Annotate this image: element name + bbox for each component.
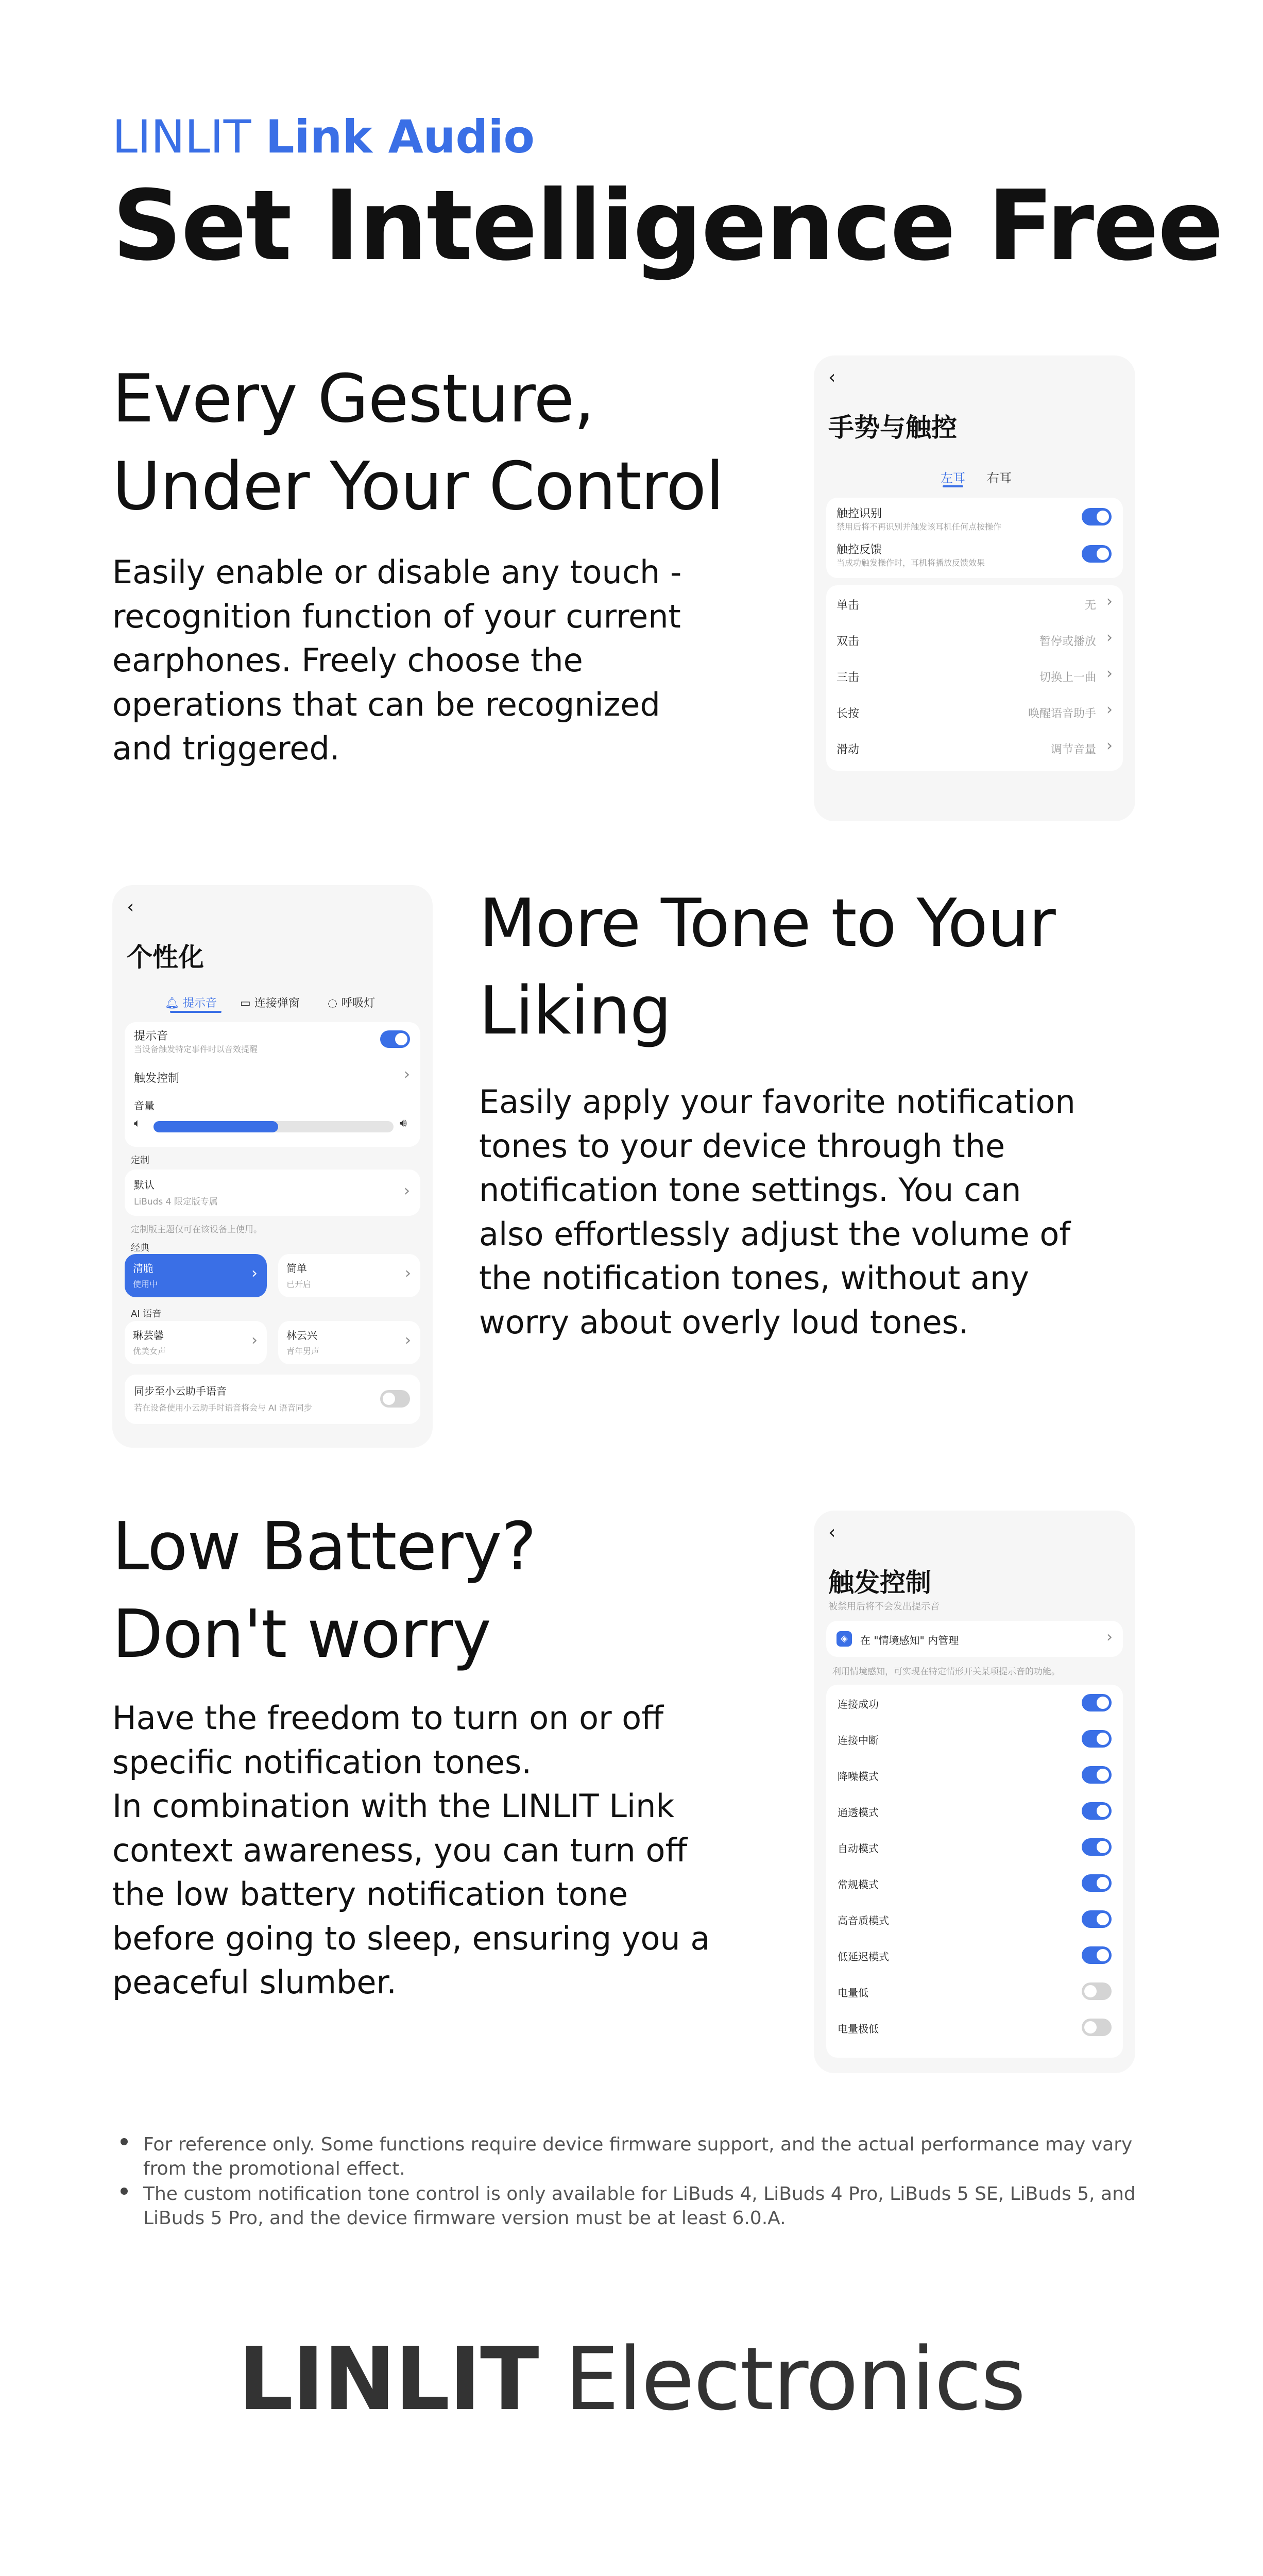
toggle-switch[interactable] (1082, 1910, 1112, 1928)
row-value: 暂停或播放 (1039, 635, 1096, 648)
tab-right-ear[interactable]: 右耳 (987, 471, 1012, 485)
voice-desc: 青年男声 (286, 1346, 320, 1356)
toggle-row-low-latency (826, 1937, 1123, 1973)
product-name: Link Audio (265, 110, 535, 163)
section2-title: More Tone to Your Liking (479, 885, 1055, 1050)
volume-fill (153, 1121, 278, 1132)
section3-body: Have the freedom to turn on or off specific notification tones. In combination with the LINLIT Link context awareness, you can turn off the low battery notification tone before going to sleep, ensuring you a peaceful slumber. (112, 1699, 710, 2002)
tone-desc: 当设备触发特定事件时以音效提醒 (134, 1044, 258, 1054)
tab-label: 呼吸灯 (341, 997, 376, 1010)
row-label: 双击 (837, 635, 860, 648)
toggle-label: 通透模式 (838, 1806, 879, 1819)
touch-feedback-desc: 当成功触发操作时，耳机将播放反馈效果 (837, 558, 985, 568)
ai-voice-female[interactable] (125, 1321, 267, 1364)
toggle-label: 连接中断 (838, 1734, 879, 1747)
chevron-right-icon: › (251, 1331, 258, 1349)
ai-voice-male[interactable] (278, 1321, 420, 1364)
touch-recognition-toggle[interactable] (1082, 508, 1112, 526)
gesture-row-long-press[interactable] (826, 693, 1123, 730)
personalization-screen (112, 885, 433, 1448)
custom-section-label: 定制 (131, 1155, 149, 1166)
toggle-switch[interactable] (1082, 1946, 1112, 1964)
toggle-switch[interactable] (1082, 1802, 1112, 1820)
chevron-right-icon: › (1106, 701, 1113, 719)
section2-body: Easily apply your favorite notification tones to your device through the notification tone settings. You can also effortlessly adjust the volume of the notification tones, without any worry about overly loud tones. (479, 1083, 1076, 1341)
toggle-row-transparency (826, 1793, 1123, 1829)
toggle-switch[interactable] (1082, 1874, 1112, 1892)
custom-tone-item[interactable] (125, 1170, 420, 1216)
toggle-row-auto (826, 1829, 1123, 1865)
back-icon[interactable]: ‹ (127, 896, 134, 918)
screen-title: 触发控制 (828, 1568, 931, 1598)
tone-toggles-card (826, 1685, 1123, 2058)
footer-brand-name: LINLIT (238, 2329, 538, 2430)
section3-title: Low Battery? Don't worry (112, 1509, 536, 1673)
tab-notification-tone[interactable] (165, 994, 217, 1010)
footer-brand-suffix: Electronics (565, 2329, 1025, 2430)
volume-low-icon: 🔈︎ (134, 1117, 141, 1130)
touch-feedback-toggle[interactable] (1082, 545, 1112, 563)
chevron-right-icon: › (1106, 1628, 1113, 1646)
toggle-label: 电量极低 (838, 2023, 879, 2035)
back-icon[interactable]: ‹ (828, 1522, 836, 1543)
voice-desc: 优美女声 (133, 1346, 166, 1356)
tab-label: 提示音 (182, 997, 217, 1010)
context-awareness-label: 在 "情境感知" 内管理 (860, 1634, 959, 1647)
brand-name: LINLIT (112, 110, 251, 163)
chevron-right-icon: › (1106, 629, 1113, 647)
row-label: 单击 (837, 599, 860, 612)
toggle-switch[interactable] (1082, 1730, 1112, 1748)
toggle-row-disconnected (826, 1721, 1123, 1757)
brand-line (112, 110, 535, 163)
toggle-label: 高音质模式 (838, 1914, 889, 1927)
footnote-2: The custom notification tone control is only available for LiBuds 4, LiBuds 4 Pro, LiBuds 5 SE, LiBuds 5, and LiBuds 5 Pro, and the device firmware version must be at least 6.0.A. (143, 2183, 1136, 2229)
popup-icon: ▭ (240, 997, 251, 1010)
page-title: Set Intelligence Free (112, 170, 1223, 282)
toggle-label: 降噪模式 (838, 1770, 879, 1783)
touch-recognition-label: 触控识别 (837, 507, 882, 520)
chevron-right-icon: › (404, 1065, 410, 1083)
toggle-switch[interactable] (1082, 2019, 1112, 2036)
back-icon[interactable]: ‹ (828, 367, 836, 388)
toggle-switch[interactable] (1082, 1766, 1112, 1784)
sync-toggle[interactable] (380, 1390, 410, 1408)
toggle-switch[interactable] (1082, 1838, 1112, 1856)
custom-tone-desc: LiBuds 4 限定版专属 (134, 1197, 218, 1207)
toggle-label: 电量低 (838, 1987, 868, 1999)
tab-left-ear[interactable]: 左耳 (941, 471, 965, 485)
toggle-row-battery-critical (826, 2009, 1123, 2045)
trigger-control-screen (814, 1511, 1135, 2073)
bell-icon: 🔔︎ (165, 997, 179, 1010)
ai-voice-section-label: AI 语音 (131, 1309, 162, 1319)
row-value: 唤醒语音助手 (1028, 707, 1096, 720)
toggle-switch[interactable] (1082, 1694, 1112, 1711)
context-awareness-icon: ◈ (837, 1631, 852, 1647)
screen-title: 个性化 (127, 942, 204, 972)
tone-name: 简单 (286, 1262, 307, 1275)
footer-brand (0, 2329, 1263, 2430)
toggle-row-connected (826, 1685, 1123, 1721)
tone-toggle[interactable] (380, 1030, 410, 1048)
toggle-label: 低延迟模式 (838, 1951, 889, 1963)
custom-hint: 定制版主题仅可在该设备上使用。 (131, 1225, 262, 1235)
chevron-right-icon: › (405, 1264, 411, 1282)
trigger-control-label: 触发控制 (134, 1072, 180, 1085)
tone-settings-card (125, 1022, 420, 1147)
classic-tone-simple[interactable] (278, 1254, 420, 1297)
section1-body: Easily enable or disable any touch - recognition function of your current earphones. Freely choose the operations that can be recognized and triggered. (112, 553, 682, 768)
chevron-right-icon: › (404, 1182, 410, 1200)
tab-connection-popup[interactable] (240, 994, 300, 1010)
voice-name: 琳芸馨 (133, 1329, 164, 1342)
sync-desc: 若在设备使用小云助手时语音将会与 AI 语音同步 (134, 1403, 312, 1413)
tone-status: 使用中 (133, 1279, 158, 1289)
toggle-row-hifi (826, 1901, 1123, 1937)
sync-assistant-card (125, 1375, 420, 1424)
touch-toggles-card (826, 498, 1123, 578)
trigger-control-row[interactable] (125, 1061, 420, 1092)
toggle-switch[interactable] (1082, 1982, 1112, 2000)
chevron-right-icon: › (405, 1331, 411, 1349)
custom-tone-label: 默认 (134, 1179, 155, 1191)
gesture-row-triple-tap[interactable] (826, 657, 1123, 693)
gesture-row-single-tap[interactable] (826, 585, 1123, 621)
toggle-row-anc (826, 1757, 1123, 1793)
toggle-label: 常规模式 (838, 1878, 879, 1891)
chevron-right-icon: › (1106, 592, 1113, 611)
classic-section-label: 经典 (131, 1243, 149, 1253)
row-value: 切换上一曲 (1039, 671, 1096, 684)
gesture-row-double-tap[interactable] (826, 621, 1123, 657)
row-label: 滑动 (837, 743, 860, 756)
toggle-label: 自动模式 (838, 1842, 879, 1855)
tab-indicator (170, 1011, 221, 1013)
context-hint: 利用情境感知，可实现在特定情形开关某项提示音的功能。 (832, 1667, 1060, 1677)
touch-recognition-desc: 禁用后将不再识别并触发该耳机任何点按操作 (837, 522, 1002, 532)
bullet-icon (121, 2188, 128, 2195)
toggle-row-normal (826, 1865, 1123, 1901)
volume-high-icon: 🔊︎ (400, 1117, 407, 1130)
tab-breathing-light[interactable] (328, 994, 375, 1010)
toggle-label: 连接成功 (838, 1698, 879, 1710)
chevron-right-icon: › (1106, 737, 1113, 755)
screen-title: 手势与触控 (828, 413, 957, 443)
chevron-right-icon: › (1106, 665, 1113, 683)
bullet-icon (121, 2138, 128, 2145)
tab-label: 连接弹窗 (254, 997, 300, 1010)
gesture-row-swipe[interactable] (826, 730, 1123, 766)
touch-feedback-label: 触控反馈 (837, 544, 882, 556)
toggle-row-battery-low (826, 1973, 1123, 2009)
sync-label: 同步至小云助手语音 (134, 1385, 227, 1397)
screen-subtitle: 被禁用后将不会发出提示音 (828, 1601, 940, 1612)
row-label: 三击 (837, 671, 860, 684)
tone-status: 已开启 (286, 1279, 312, 1289)
chevron-right-icon: › (251, 1264, 258, 1282)
row-value: 调节音量 (1050, 743, 1096, 756)
bulb-icon: ◌ (328, 997, 338, 1010)
volume-slider[interactable] (153, 1121, 394, 1132)
volume-label: 音量 (134, 1099, 155, 1112)
row-label: 长按 (837, 707, 860, 720)
tab-indicator (943, 485, 963, 487)
context-awareness-row[interactable] (826, 1621, 1123, 1657)
row-value: 无 (1084, 599, 1096, 612)
gesture-settings-screen (814, 355, 1135, 821)
footnote-1: For reference only. Some functions require device firmware support, and the actual performance may vary from the promotional effect. (143, 2134, 1133, 2179)
tone-label: 提示音 (134, 1030, 168, 1043)
tone-name: 清脆 (133, 1262, 153, 1275)
section1-title: Every Gesture, Under Your Control (112, 361, 724, 526)
classic-tone-crisp[interactable] (125, 1254, 267, 1297)
voice-name: 林云兴 (286, 1329, 317, 1342)
gesture-actions-card (826, 585, 1123, 771)
